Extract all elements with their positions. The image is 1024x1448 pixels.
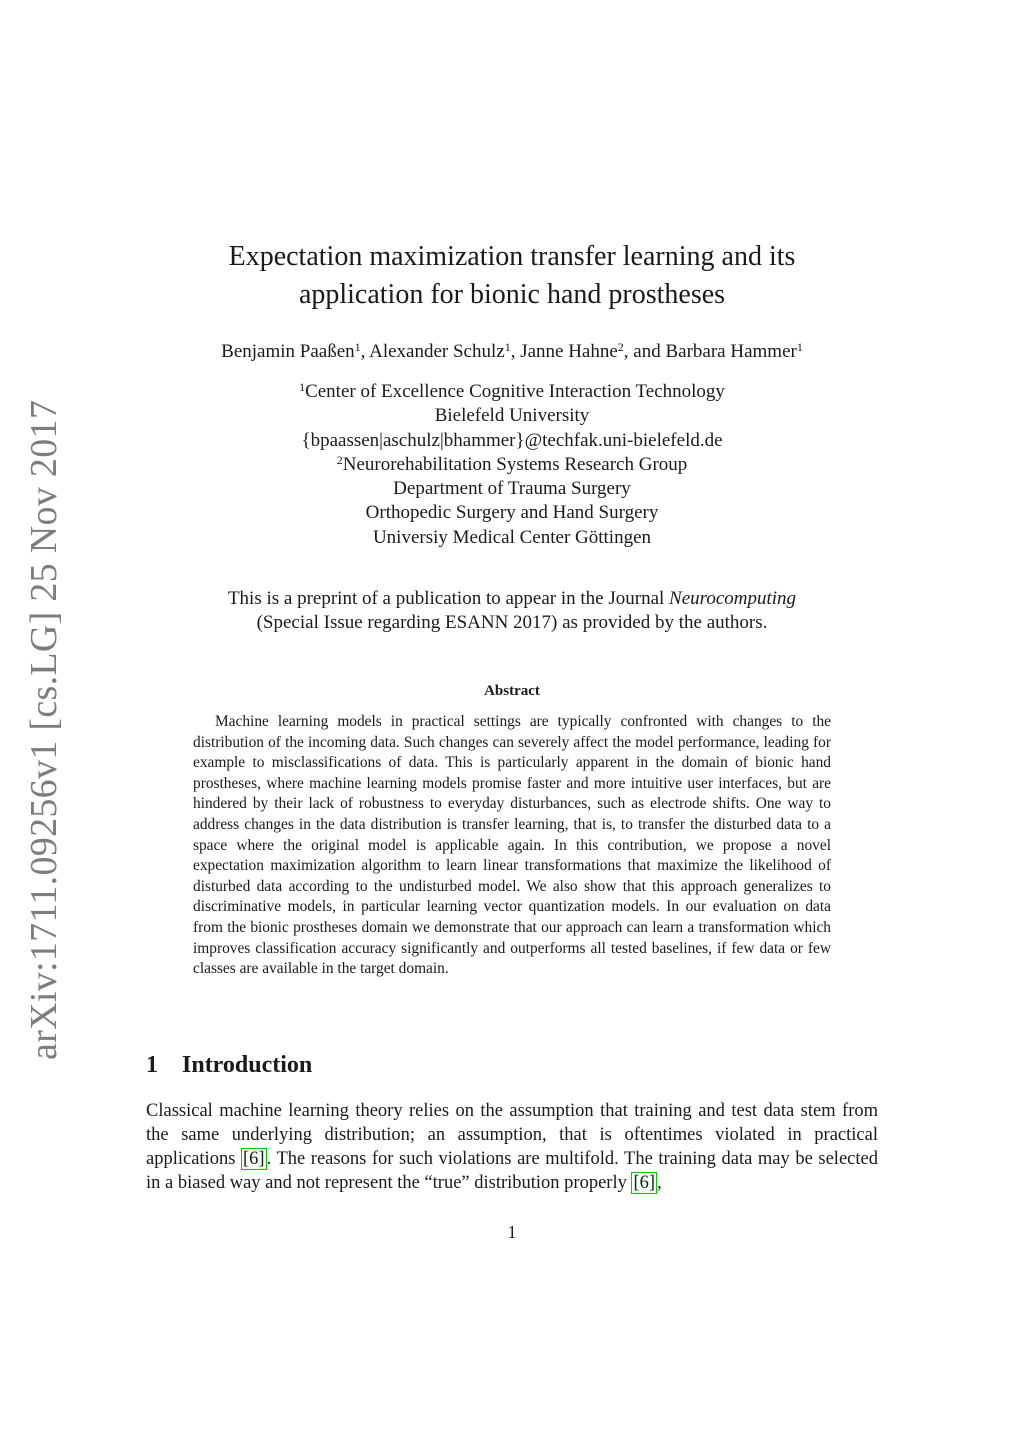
section-heading xyxy=(146,1052,312,1079)
author-name: Alexander Schulz xyxy=(369,341,505,362)
page-number: 1 xyxy=(507,1222,517,1242)
abstract-heading: Abstract xyxy=(484,683,540,699)
section-title: Introduction xyxy=(182,1052,313,1078)
author-separator: , xyxy=(360,341,370,362)
author-separator: , and xyxy=(623,341,666,362)
affiliations xyxy=(0,380,1024,550)
journal-name: Neurocomputing xyxy=(669,588,797,609)
affiliation-line: Bielefeld University xyxy=(434,405,590,427)
preprint-note xyxy=(0,587,1024,635)
affiliation-line: Orthopedic Surgery and Hand Surgery xyxy=(365,502,659,524)
citation-link[interactable]: [6] xyxy=(242,1149,265,1169)
preprint-text-line-2: (Special Issue regarding ESANN 2017) as provided by the authors. xyxy=(256,612,768,633)
affiliation-line: $^1$Center of Excellence Cognitive Interaction Technology xyxy=(299,380,725,402)
author-affiliation-mark: 1 xyxy=(354,340,361,354)
preprint-text: This is a preprint of a publication to appear in the Journal xyxy=(227,588,670,609)
introduction-paragraph: Classical machine learning theory relies on the assumption that training and test data stem from the same underlying distribution; an assumption, that is oftentimes violated in practical applications [6] . The reasons for such violations are multifold. The training data may be selected in a biased way and not represent the “true” distribution properly [6] , xyxy=(146,1101,878,1193)
title-line-1: Expectation maximization transfer learning and its xyxy=(228,241,796,272)
author-affiliation-mark: 1 xyxy=(796,340,803,354)
affiliation-mark: 2 xyxy=(336,452,343,467)
paper-title xyxy=(0,238,1024,314)
affiliation-line: Department of Trauma Surgery xyxy=(393,478,631,500)
citation-link[interactable]: [6] xyxy=(633,1173,656,1193)
title-line-2: application for bionic hand prostheses xyxy=(298,279,726,310)
abstract-text: Machine learning models in practical settings are typically confronted with changes to the distribution of the incoming data. Such changes can severely affect the model performance, leading for example to misclassifications of data. This is particularly apparent in the domain of bionic hand prostheses, where machine learning models promise faster and more intuitive user interfaces, but are hindered by their lack of robustness to everyday disturbances, such as electrode shifts. One way to address changes in the data distribution is transfer learning, that is, to transfer the disturbed data to a space where the original model is applicable again. In this contribution, we propose a novel expectation maximization algorithm to learn linear transformations that maximize the likelihood of disturbed data according to the undisturbed model. We also show that this approach generalizes to discriminative models, in particular learning vector quantization models. In our evaluation on data from the bionic prostheses domain we demonstrate that our approach can learn a transformation which improves classification accuracy significantly and outperforms all tested baselines, if few data or few classes are available in the target domain. xyxy=(193,713,831,978)
affiliation-line: Universiy Medical Center Göttingen xyxy=(372,526,652,548)
author-affiliation-mark: 1 xyxy=(504,340,511,354)
email-line: {bpaassen|aschulz|bhammer}@techfak.uni-bielefeld.de xyxy=(301,429,723,451)
section-number: 1 xyxy=(146,1052,158,1078)
affiliation-mark: 1 xyxy=(299,380,306,394)
author-separator: , xyxy=(510,341,521,362)
author-list xyxy=(0,339,1024,365)
affiliation-line: $^2$Neurorehabilitation Systems Research Group xyxy=(336,452,688,475)
author-name: Janne Hahne xyxy=(520,341,618,362)
arxiv-identifier: arXiv:1711.09256v1 [cs.LG] 25 Nov 2017 xyxy=(23,399,65,1060)
author-name: Benjamin Paaßen xyxy=(221,341,355,362)
author-name: Barbara Hammer xyxy=(665,341,797,362)
author-affiliation-mark: 2 xyxy=(617,340,624,354)
